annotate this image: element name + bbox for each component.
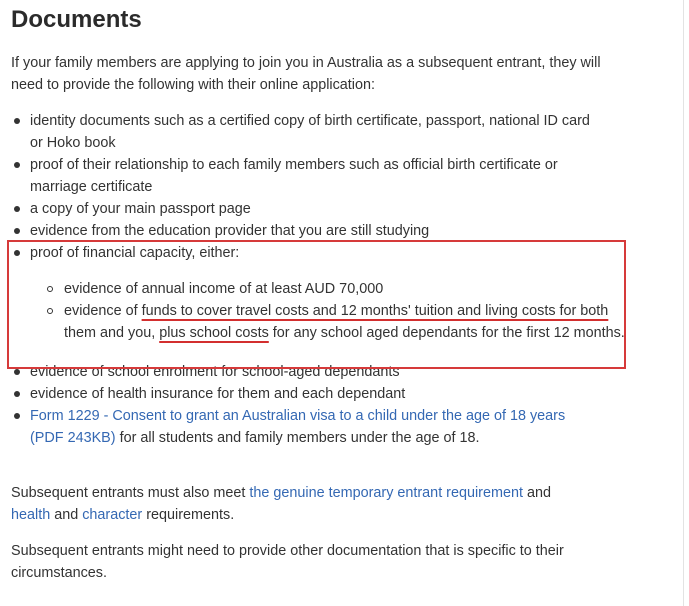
page-title: Documents (11, 6, 142, 33)
financial-label: proof of financial capacity, either: (30, 245, 240, 261)
list-item-relationship: proof of their relationship to each family members such as official birth certificate or marriage certificate (11, 154, 631, 198)
list-item-financial (11, 242, 631, 344)
genuine-temporary-entrant-link[interactable]: the genuine temporary entrant requirement (249, 485, 523, 501)
list-item-education: evidence from the education provider that you are still studying (11, 220, 631, 242)
requirements-list (11, 110, 631, 449)
content-divider (683, 0, 684, 606)
sub-item-funds: evidence of funds to cover travel costs and 12 months' tuition and living costs for both them and you, plus school costs for any school aged dependants for the first 12 months. (44, 300, 631, 344)
form-1229-link[interactable]: Form 1229 - Consent to grant an Australian visa to a child under the age of 18 years (PDF 243KB) (30, 408, 566, 446)
requirements-paragraph: Subsequent entrants must also meet the genuine temporary entrant requirement and health and character requirements. (11, 485, 551, 523)
list-item-passport: a copy of your main passport page (11, 198, 631, 220)
underlined-funds-text: funds to cover travel costs and 12 months' tuition and living costs for both (141, 303, 609, 319)
sub-item-income: evidence of annual income of at least AUD 70,000 (44, 278, 631, 300)
underlined-school-costs: plus school costs (159, 325, 269, 341)
list-item-identity: identity documents such as a certified copy of birth certificate, passport, national ID card or Hoko book (11, 110, 631, 154)
health-link[interactable]: health (11, 507, 51, 523)
list-item-enrolment: evidence of school enrolment for school-aged dependants (11, 361, 631, 383)
documentation-paragraph: Subsequent entrants might need to provide other documentation that is specific to their circumstances. (11, 543, 564, 581)
intro-paragraph: If your family members are applying to join you in Australia as a subsequent entrant, they will need to provide the following with their online application: (11, 55, 601, 93)
list-item-form: Form 1229 - Consent to grant an Australian visa to a child under the age of 18 years (PDF 243KB) for all students and family members under the age of 18. (11, 405, 631, 449)
list-item-insurance: evidence of health insurance for them and each dependant (11, 383, 631, 405)
financial-sublist (30, 278, 631, 344)
character-link[interactable]: character (82, 507, 143, 523)
